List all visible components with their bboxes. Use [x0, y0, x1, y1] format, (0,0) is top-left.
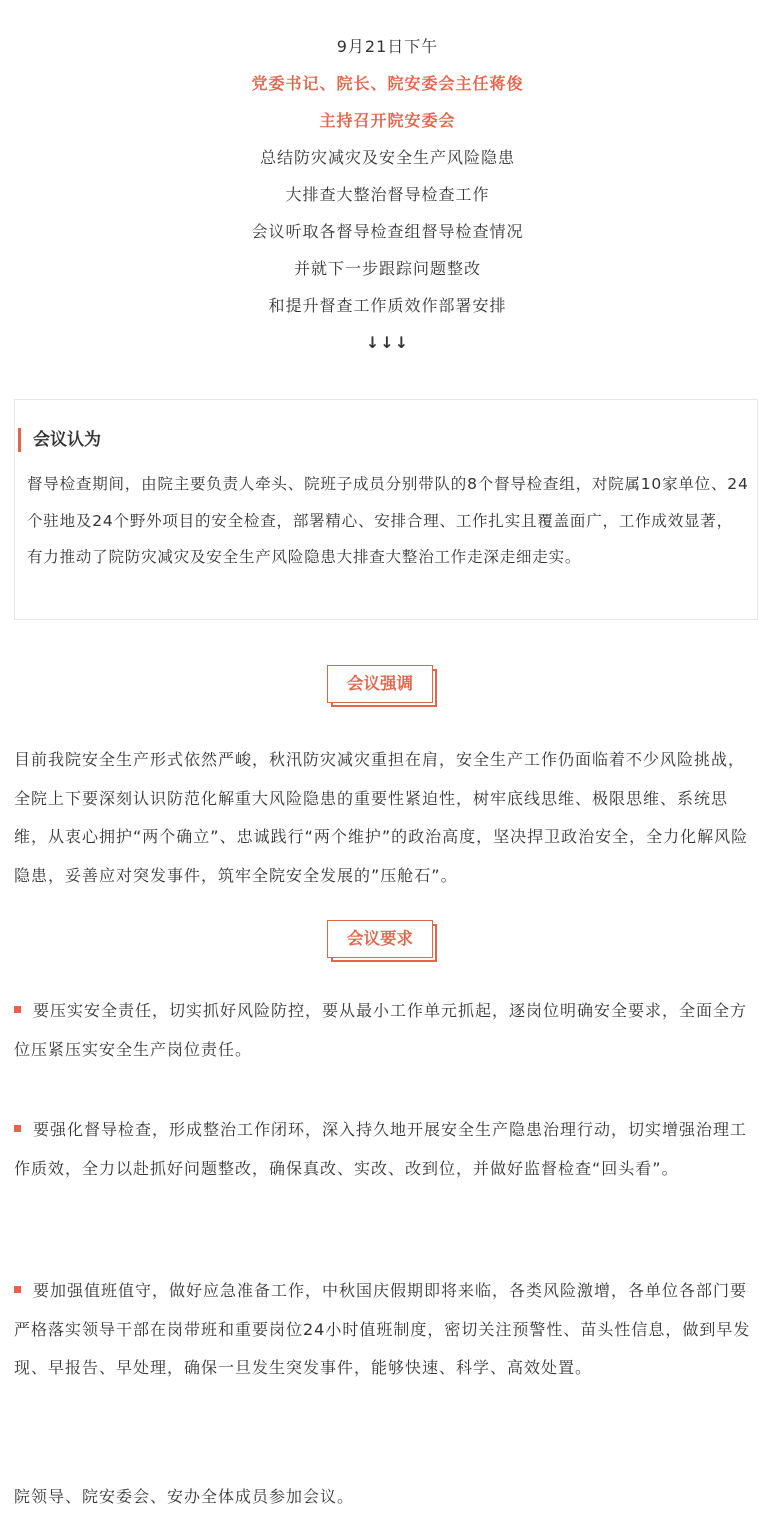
emphasis-tag-label: 会议强调 — [327, 665, 433, 703]
requirements-tag-label: 会议要求 — [327, 920, 433, 958]
card-accent-bar — [18, 428, 21, 452]
requirement-text: 要压实安全责任，切实抓好风险防控，要从最小工作单元抓起，逐岗位明确安全要求，全面全方位压紧压实安全生产岗位责任。 — [14, 1001, 748, 1059]
summary-line-3: 会议听取各督导检查组督导检查情况 — [251, 222, 524, 241]
summary-line-2: 大排查大整治督导检查工作 — [285, 185, 490, 204]
attendees-footer: 院领导、院安委会、安办全体成员参加会议。 — [14, 1487, 355, 1506]
emphasis-paragraph: 目前我院安全生产形式依然严峻，秋汛防灾减灾重担在肩，安全生产工作仍面临着不少风险挑战，全院上下要深刻认识防范化解重大风险隐患的重要性紧迫性，树牢底线思维、极限思维、系统思维，从衷心拥护“两个确立”、忠诚践行“两个维护”的政治高度，坚决捍卫政治安全，全力化解风险隐患，妥善应对突发事件，筑牢全院安全发展的”压舱石”。 — [14, 750, 749, 885]
summary-line-1: 总结防灾减灾及安全生产风险隐患 — [259, 148, 515, 167]
meeting-opinion-card — [14, 399, 758, 620]
requirement-item — [14, 1272, 760, 1388]
chair-title-line: 党委书记、院长、院安委会主任蒋俊 — [251, 74, 524, 93]
summary-line-4: 并就下一步跟踪问题整改 — [293, 259, 481, 278]
bullet-square-icon — [14, 1006, 21, 1013]
meeting-date: 9月21日下午 — [336, 37, 439, 56]
bullet-square-icon — [14, 1125, 21, 1132]
requirement-item — [14, 1111, 760, 1188]
requirement-text: 要强化督导检查，形成整治工作闭环，深入持久地开展安全生产隐患治理行动，切实增强治理工作质效，全力以赴抓好问题整改，确保真改、实改、改到位，并做好监督检查“回头看”。 — [14, 1120, 748, 1178]
requirement-item — [14, 992, 760, 1069]
bullet-square-icon — [14, 1286, 21, 1293]
card-body-text: 督导检查期间，由院主要负责人牵头、院班子成员分别带队的8个督导检查组，对院属10家单位、24个驻地及24个野外项目的安全检查，部署精心、安排合理、工作扎实且覆盖面广，工作成效显著，有力推动了院防灾减灾及安全生产风险隐患大排查大整治工作走深走细走实。 — [27, 475, 749, 566]
summary-line-5: 和提升督查工作质效作部署安排 — [268, 296, 507, 315]
down-arrows-icon: ↓↓↓ — [365, 333, 410, 352]
emphasis-tag — [327, 665, 439, 707]
chair-action-line: 主持召开院安委会 — [319, 111, 456, 130]
card-title: 会议认为 — [33, 430, 101, 450]
requirements-tag — [327, 920, 439, 962]
requirement-text: 要加强值班值守，做好应急准备工作，中秋国庆假期即将来临，各类风险激增，各单位各部门要严格落实领导干部在岗带班和重要岗位24小时值班制度，密切关注预警性、苗头性信息，做到早发现、早报告、早处理，确保一旦发生突发事件，能够快速、科学、高效处置。 — [14, 1281, 751, 1377]
